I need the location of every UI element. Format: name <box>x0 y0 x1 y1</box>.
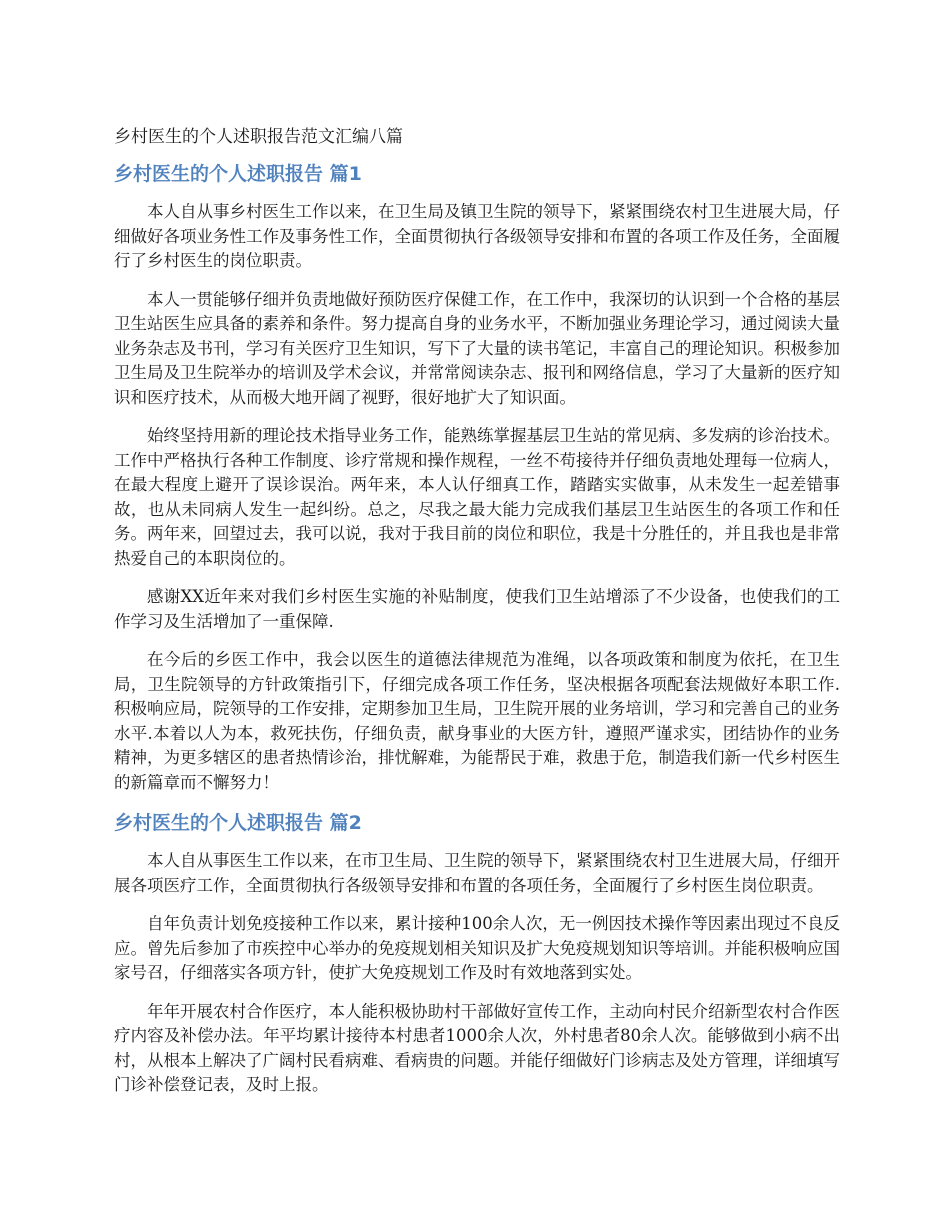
section-2 <box>114 809 840 1098</box>
section-heading: 乡村医生的个人述职报告 篇2 <box>114 812 362 834</box>
document-title: 乡村医生的个人述职报告范文汇编八篇 <box>114 127 403 147</box>
paragraph: 本人自从事医生工作以来，在市卫生局、卫生院的领导下，紧紧围绕农村卫生进展大局，仔细开展各项医疗工作，全面贯彻执行各级领导安排和布置的各项任务，全面履行了乡村医生岗位职责。 <box>114 851 840 895</box>
paragraph: 始终坚持用新的理论技术指导业务工作，能熟练掌握基层卫生站的常见病、多发病的诊治技术。工作中严格执行各种工作制度、诊疗常规和操作规程，一丝不苟接待并仔细负责地处理每一位病人，在最大程度上避开了误诊误治。两年来，本人认仔细真工作，踏踏实实做事，从未发生一起差错事故，也从未同病人发生一起纠纷。总之，尽我之最大能力完成我们基层卫生站医生的各项工作和任务。两年来，回望过去，我可以说，我对于我目前的岗位和职位，我是十分胜任的，并且我也是非常热爱自己的本职岗位的。 <box>114 426 840 568</box>
paragraph: 本人一贯能够仔细并负责地做好预防医疗保健工作，在工作中，我深切的认识到一个合格的基层卫生站医生应具备的素养和条件。努力提高自身的业务水平，不断加强业务理论学习，通过阅读大量业务杂志及书刊，学习有关医疗卫生知识，写下了大量的读书笔记，丰富自己的理论知识。积极参加卫生局及卫生院举办的培训及学术会议，并常常阅读杂志、报刊和网络信息，学习了大量新的医疗知识和医疗技术，从而极大地开阔了视野，很好地扩大了知识面。 <box>114 289 840 407</box>
section-heading: 乡村医生的个人述职报告 篇1 <box>114 163 362 185</box>
paragraph: 感谢XX近年来对我们乡村医生实施的补贴制度，使我们卫生站增添了不少设备，也使我们的工作学习及生活增加了一重保障. <box>114 587 840 631</box>
paragraph: 年年开展农村合作医疗，本人能积极协助村干部做好宣传工作，主动向村民介绍新型农村合作医疗内容及补偿办法。年平均累计接待本村患者1000余人次，外村患者80余人次。能够做到小病不出村，从根本上解决了广阔村民看病难、看病贵的问题。并能仔细做好门诊病志及处方管理，详细填写门诊补偿登记表，及时上报。 <box>114 1001 840 1094</box>
paragraph: 自年负责计划免疫接种工作以来，累计接种100余人次，无一例因技术操作等因素出现过不良反应。曾先后参加了市疾控中心举办的免疫规划相关知识及扩大免疫规划知识等培训。并能积极响应国家号召，仔细落实各项方针，使扩大免疫规划工作及时有效地落到实处。 <box>114 914 840 982</box>
section-1 <box>114 160 840 795</box>
paragraph: 在今后的乡医工作中，我会以医生的道德法律规范为准绳，以各项政策和制度为依托，在卫生局，卫生院领导的方针政策指引下，仔细完成各项工作任务，坚决根据各项配套法规做好本职工作.积极响应局，院领导的工作安排，定期参加卫生局，卫生院开展的业务培训，学习和完善自己的业务水平.本着以人为本，救死扶伤，仔细负责，献身事业的大医方针，遵照严谨求实，团结协作的业务精神，为更多辖区的患者热情诊治，排忧解难，为能帮民于难，救患于危，制造我们新一代乡村医生的新篇章而不懈努力！ <box>114 650 840 792</box>
paragraph: 本人自从事乡村医生工作以来，在卫生局及镇卫生院的领导下，紧紧围绕农村卫生进展大局，仔细做好各项业务性工作及事务性工作，全面贯彻执行各级领导安排和布置的各项工作及任务，全面履行了乡村医生的岗位职责。 <box>114 202 840 270</box>
